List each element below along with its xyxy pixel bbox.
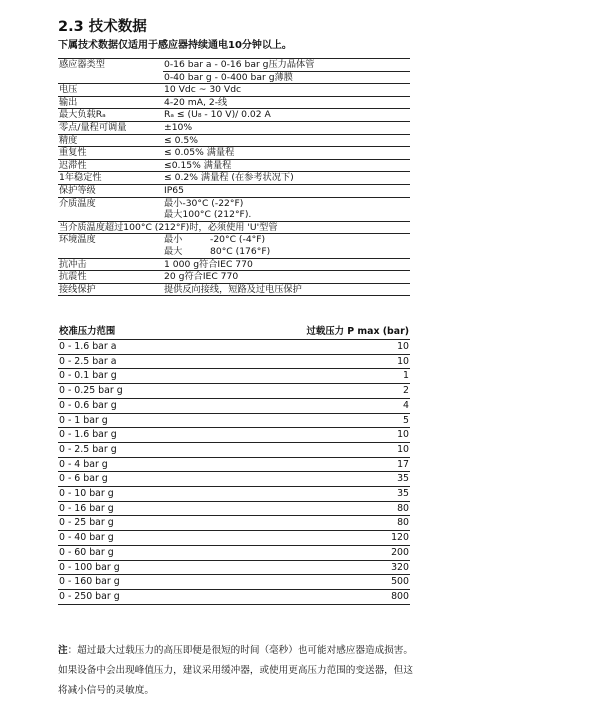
spec-row-output	[58, 96, 410, 109]
table-row	[58, 545, 410, 560]
overload-cell: 80	[194, 501, 410, 516]
spec-row-repeatability	[58, 147, 410, 160]
range-cell: 0 - 250 bar g	[58, 589, 194, 604]
overload-cell: 320	[194, 560, 410, 575]
table-row	[58, 339, 410, 354]
overload-cell: 2	[194, 384, 410, 399]
overload-cell: 200	[194, 545, 410, 560]
section-title: 2.3 技术数据	[58, 19, 147, 35]
overload-cell: 10	[194, 339, 410, 354]
spec-row-sensor-type-2	[58, 71, 410, 84]
overload-cell: 10	[194, 442, 410, 457]
spec-value: 0-16 bar a - 0-16 bar g压力晶体管	[163, 59, 410, 72]
table-row	[58, 560, 410, 575]
spec-table	[58, 58, 410, 296]
table-row	[58, 413, 410, 428]
spec-note: 当介质温度超过100°C (212°F)时，必须使用 'U'型管	[58, 221, 410, 234]
spec-row-zero-span	[58, 121, 410, 134]
spec-row-vibration	[58, 271, 410, 284]
spec-label: 保护等级	[58, 184, 163, 197]
range-col-header: 校准压力范围	[58, 325, 194, 339]
range-cell: 0 - 100 bar g	[58, 560, 194, 575]
spec-value: ≤ 0.5%	[163, 134, 410, 147]
spec-label: 介质温度	[58, 197, 163, 209]
spec-row-stability	[58, 172, 410, 185]
overload-cell: 80	[194, 516, 410, 531]
spec-row-voltage	[58, 84, 410, 97]
spec-value: ≤ 0.2% 满量程 (在参考状况下)	[163, 172, 410, 185]
spec-label: 抗冲击	[58, 258, 163, 271]
spec-row-max-load	[58, 109, 410, 122]
spec-row-ambient-2	[58, 246, 410, 258]
spec-label: 接线保护	[58, 283, 163, 296]
spec-value: 最小-30°C (-22°F)	[163, 197, 410, 209]
table-row	[58, 384, 410, 399]
table-row	[58, 501, 410, 516]
spec-label: 迟滞性	[58, 159, 163, 172]
spec-row-sensor-type	[58, 59, 410, 72]
table-row	[58, 516, 410, 531]
spec-label: 抗震性	[58, 271, 163, 284]
range-cell: 0 - 6 bar g	[58, 472, 194, 487]
spec-value: ±10%	[163, 121, 410, 134]
spec-label: 输出	[58, 96, 163, 109]
table-row	[58, 428, 410, 443]
overload-cell: 10	[194, 354, 410, 369]
spec-value: IP65	[163, 184, 410, 197]
ambient-max-value: 80°C (176°F)	[210, 245, 271, 257]
table-row	[58, 442, 410, 457]
spec-value: 1 000 g符合IEC 770	[163, 258, 410, 271]
overload-cell: 10	[194, 428, 410, 443]
table-row	[58, 369, 410, 384]
ambient-max-label: 最大	[164, 245, 183, 257]
section-subtitle: 下属技术数据仅适用于感应器持续通电10分钟以上。	[58, 40, 292, 51]
spec-label: 电压	[58, 84, 163, 97]
table-row	[58, 398, 410, 413]
spec-value: 4-20 mA, 2-线	[163, 96, 410, 109]
spec-value: 0-40 bar g - 0-400 bar g薄膜	[163, 71, 410, 84]
spec-value: Rₐ ≤ (U₈ - 10 V)/ 0.02 A	[163, 109, 410, 122]
overload-cell: 1	[194, 369, 410, 384]
table-row	[58, 354, 410, 369]
ambient-min-value: -20°C (-4°F)	[210, 234, 266, 246]
spec-row-protection	[58, 184, 410, 197]
spec-row-ambient	[58, 234, 410, 246]
spec-row-accuracy	[58, 134, 410, 147]
overload-cell: 800	[194, 589, 410, 604]
spec-value: 提供反向接线，短路及过电压保护	[163, 283, 410, 296]
note-text: ：超过最大过载压力的高压即便是很短的时间（毫秒）也可能对感应器造成损害。如果设备中会出现峰值压力，建议采用缓冲器，或使用更高压力范围的变送器，但这将减小信号的灵敏度。	[58, 645, 413, 696]
ambient-min-label: 最小	[164, 234, 183, 246]
range-cell: 0 - 160 bar g	[58, 575, 194, 590]
spec-row-medium-temp-2	[58, 209, 410, 221]
overload-cell: 4	[194, 398, 410, 413]
range-header-row	[58, 325, 410, 339]
spec-value: 最大100°C (212°F).	[164, 209, 252, 221]
range-cell: 0 - 1.6 bar g	[58, 428, 194, 443]
overload-cell: 17	[194, 457, 410, 472]
range-cell: 0 - 16 bar g	[58, 501, 194, 516]
overload-cell: 500	[194, 575, 410, 590]
spec-row-wiring	[58, 283, 410, 296]
table-row	[58, 472, 410, 487]
spec-label: 精度	[58, 134, 163, 147]
range-cell: 0 - 0.1 bar g	[58, 369, 194, 384]
range-cell: 0 - 2.5 bar g	[58, 442, 194, 457]
spec-value: 20 g符合IEC 770	[163, 271, 410, 284]
range-cell: 0 - 0.6 bar g	[58, 398, 194, 413]
spec-label: 1年稳定性	[58, 172, 163, 185]
pressure-range-table	[58, 325, 410, 604]
table-row	[58, 589, 410, 604]
spec-value: ≤0.15% 满量程	[163, 159, 410, 172]
range-cell: 0 - 4 bar g	[58, 457, 194, 472]
spec-row-medium-temp	[58, 197, 410, 209]
range-cell: 0 - 25 bar g	[58, 516, 194, 531]
document-page	[58, 18, 410, 605]
spec-label: 环境温度	[58, 234, 163, 246]
spec-value: 10 Vdc ~ 30 Vdc	[163, 84, 410, 97]
overload-col-header: 过载压力 P max (bar)	[194, 325, 410, 339]
note-label: 注	[58, 645, 68, 656]
spec-row-shock	[58, 258, 410, 271]
overload-cell: 35	[194, 472, 410, 487]
range-cell: 0 - 10 bar g	[58, 487, 194, 502]
spec-label: 感应器类型	[58, 59, 163, 72]
spec-row-medium-temp-note	[58, 221, 410, 234]
range-cell: 0 - 0.25 bar g	[58, 384, 194, 399]
overload-cell: 35	[194, 487, 410, 502]
range-cell: 0 - 2.5 bar a	[58, 354, 194, 369]
overload-cell: 5	[194, 413, 410, 428]
spec-row-hysteresis	[58, 159, 410, 172]
spec-value: ≤ 0.05% 满量程	[163, 147, 410, 160]
range-cell: 0 - 1 bar g	[58, 413, 194, 428]
table-row	[58, 487, 410, 502]
range-cell: 0 - 1.6 bar a	[58, 339, 194, 354]
range-cell: 0 - 60 bar g	[58, 545, 194, 560]
spec-label: 零点/量程可调量	[58, 121, 163, 134]
spec-label: 重复性	[58, 147, 163, 160]
table-row	[58, 457, 410, 472]
note-paragraph	[58, 641, 418, 701]
spec-label: 最大负载Rₐ	[58, 109, 163, 122]
table-row	[58, 575, 410, 590]
range-cell: 0 - 40 bar g	[58, 531, 194, 546]
overload-cell: 120	[194, 531, 410, 546]
table-row	[58, 531, 410, 546]
